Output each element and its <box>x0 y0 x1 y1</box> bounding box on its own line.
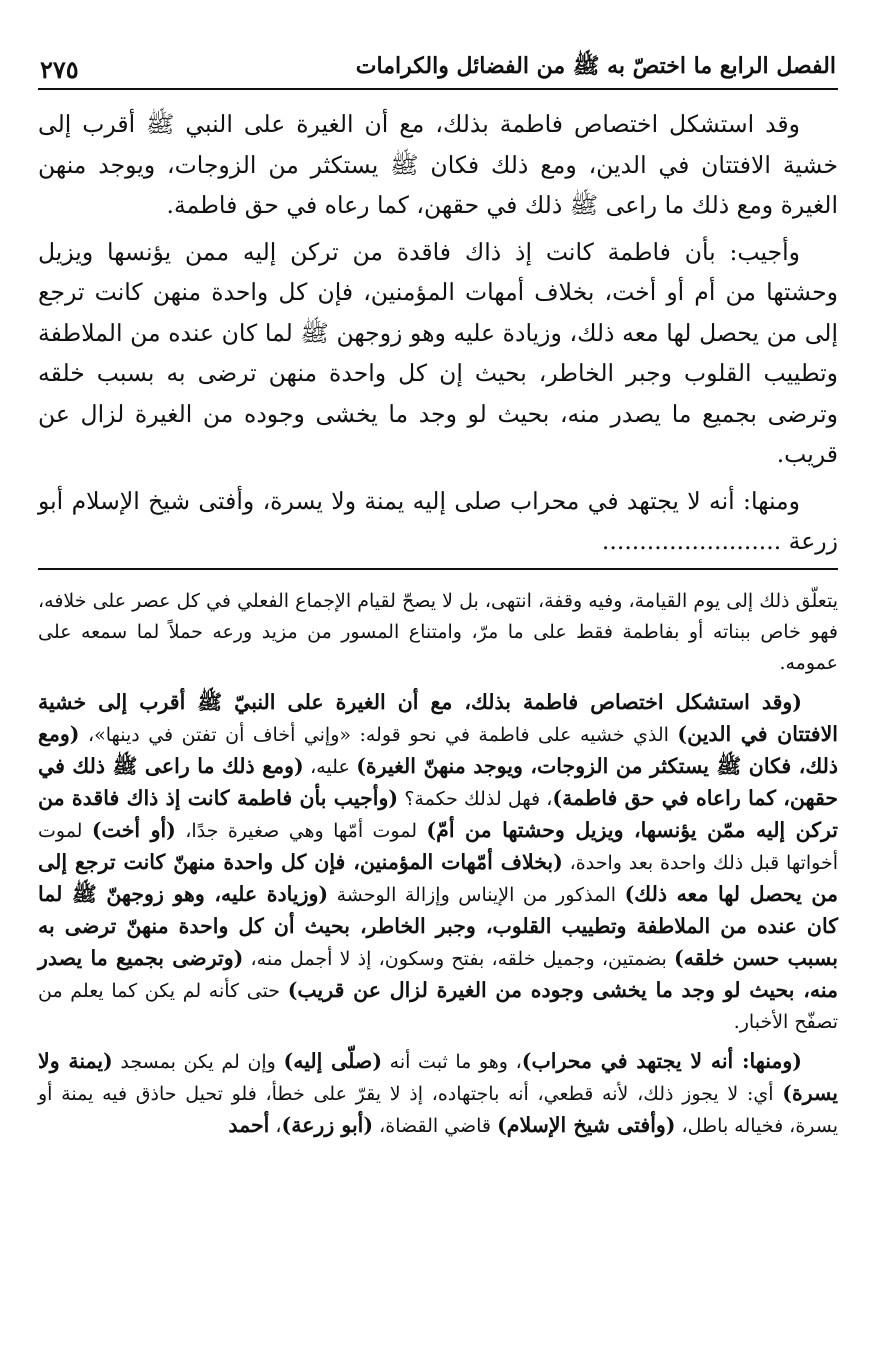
commentary-segment: بضمتين، وجميل خلقه، بفتح وسكون، إذ لا أجمل منه، <box>243 947 674 970</box>
commentary-segment: أي: لا يجوز ذلك، لأنه قطعي، أنه باجتهاده، إذ لا يقرّ على خطأ، فلو تحيل حاذق فيه يمنة أو يسرة، فخياله باطل، <box>38 1082 838 1137</box>
chapter-title: الفصل الرابع ما اختصّ به ﷺ من الفضائل والكرامات <box>355 53 836 79</box>
book-page <box>38 40 838 1340</box>
commentary-segment: ، وهو ما ثبت أنه <box>382 1050 522 1073</box>
commentary-paragraph <box>38 687 838 1038</box>
quoted-matn: (وأفتى شيخ الإسلام) <box>497 1112 676 1137</box>
main-paragraph: وأجيب: بأن فاطمة كانت إذ ذاك فاقدة من تركن إليه ممن يؤنسها ويزيل وحشتها من أم أو أخت، بخلاف أمهات المؤمنين، فإن كل واحدة منهن كانت ترجع إلى من يحصل لها معه ذلك، وزيادة عليه وهو زوجهن ﷺ لما كان عنده من الملاطفة وتطييب القلوب وجبر الخاطر، بحيث إن كل واحدة منهن ترضى به بسبب خلقه وترضى بجميع ما يصدر منه، بحيث لو وجد ما يخشى وجوده من الغيرة لزال عن قريب. <box>38 237 838 468</box>
commentary-segment: عليه، <box>303 755 357 778</box>
page-number: ٢٧٥ <box>40 55 79 84</box>
quoted-matn: (بخلاف أمّهات المؤمنين، فإن كل واحدة منهنّ كانت ترجع إلى من يحصل لها معه ذلك) <box>38 849 839 906</box>
commentary-paragraph <box>38 1046 838 1142</box>
quoted-matn: (صلّى إليه) <box>283 1048 383 1073</box>
main-paragraph: ومنها: أنه لا يجتهد في محراب صلى إليه يمنة ولا يسرة، وأفتى شيخ الإسلام أبو زرعة ........................ <box>38 486 838 555</box>
main-text <box>38 104 838 562</box>
commentary-segment: وإن لم يكن بمسجد <box>112 1050 284 1073</box>
commentary-text <box>38 586 838 1142</box>
commentary-segment: المذكور من الإيناس وإزالة الوحشة <box>328 883 625 906</box>
quoted-matn: أحمد <box>228 1112 270 1137</box>
page-header <box>38 40 838 90</box>
quoted-matn: (أبو زرعة) <box>281 1112 374 1137</box>
main-paragraph: وقد استشكل اختصاص فاطمة بذلك، مع أن الغيرة على النبي ﷺ أقرب إلى خشية الافتتان في الدين، ومع ذلك فكان ﷺ يستكثر من الزوجات، ويوجد منهن الغيرة ومع ذلك ما راعى ﷺ ذلك في حقهن، كما رعاه في حق فاطمة. <box>38 110 838 219</box>
quoted-matn: (وزيادة عليه، وهو زوجهنّ ﷺ لما كان عنده من الملاطفة وتطييب القلوب، وجبر الخاطر، بحيث أن كل واحدة منهنّ ترضى به بسبب حسن خلقه) <box>38 881 838 970</box>
quoted-matn: (وأجيب بأن فاطمة كانت إذ ذاك فاقدة من تركن إليه ممّن يؤنسها، ويزيل وحشتها من أمّ) <box>38 785 839 842</box>
commentary-paragraph <box>38 586 838 679</box>
quoted-matn: (ومع ذلك ما راعى ﷺ ذلك في حقهن، كما راعاه في حق فاطمة) <box>38 753 838 810</box>
commentary-segment: ، فهل لذلك حكمة؟ <box>398 787 553 810</box>
commentary-segment: لموت أخواتها قبل ذلك واحدة بعد واحدة، <box>38 819 838 874</box>
quoted-matn: (ومنها: أنه لا يجتهد في محراب) <box>521 1048 802 1073</box>
quoted-matn: (أو أخت) <box>91 817 176 842</box>
commentary-segment: لموت أمّها وهي صغيرة جدًا، <box>175 819 427 842</box>
quoted-matn: (يمنة ولا يسرة) <box>38 1048 838 1105</box>
commentary-segment: الذي خشيه على فاطمة في نحو قوله: «وإني أخاف أن تفتن في دينها»، <box>79 723 678 746</box>
commentary-segment: يتعلّق ذلك إلى يوم القيامة، وفيه وقفة، انتهى، بل لا يصحّ لقيام الإجماع الفعلي في كل عصر على خلافه، فهو خاص ببناته أو بفاطمة فقط على ما مرّ، وامتناع المسور من مزيد ورعه حملاً لما سمعه على عمومه. <box>38 589 838 674</box>
footnote-divider <box>38 568 838 570</box>
commentary-segment: ، <box>269 1114 282 1137</box>
commentary-segment: قاضي القضاة، <box>373 1114 498 1137</box>
quoted-matn: (وقد استشكل اختصاص فاطمة بذلك، مع أن الغيرة على النبيّ ﷺ أقرب إلى خشية الافتتان في الدين) <box>38 689 838 746</box>
commentary-segment: حتى كأنه لم يكن كما يعلم من تصفّح الأخبار. <box>38 979 838 1033</box>
quoted-matn: (ومع ذلك، فكان ﷺ يستكثر من الزوجات، ويوجد منهنّ الغيرة) <box>38 721 838 778</box>
quoted-matn: (وترضى بجميع ما يصدر منه، بحيث لو وجد ما يخشى وجوده من الغيرة لزال عن قريب) <box>38 945 839 1002</box>
